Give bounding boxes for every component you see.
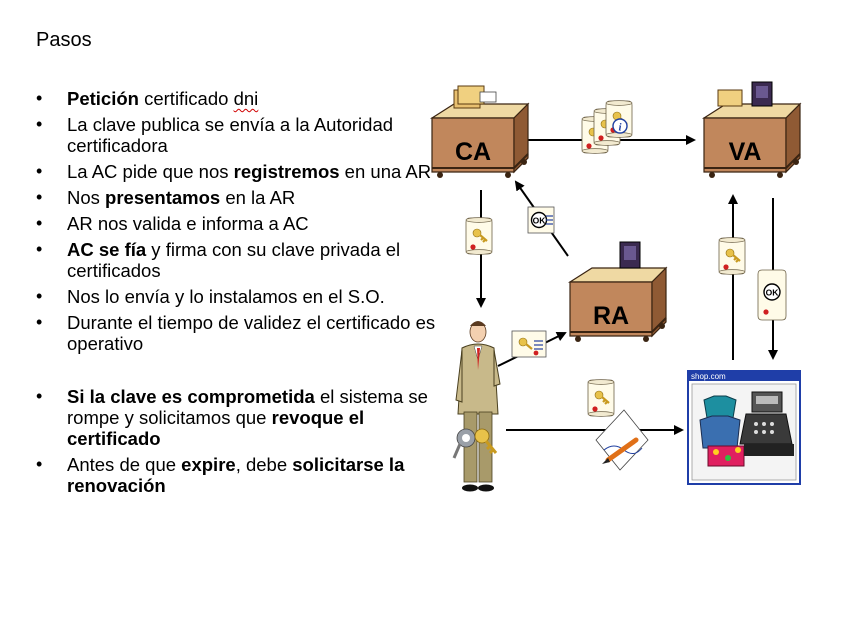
- bullet-text: La clave publica se envía a la Autoridad certificadora: [67, 114, 394, 156]
- user-person-icon: [454, 321, 500, 492]
- bullet-text: registremos: [233, 161, 340, 182]
- ra-label: RA: [592, 302, 630, 330]
- shop-window: [688, 371, 800, 484]
- va-label: VA: [728, 138, 762, 166]
- certificate-scroll-icon: [588, 380, 614, 417]
- bullet-text: expire: [181, 454, 236, 475]
- info-icon: i: [618, 121, 622, 134]
- slide-title: Pasos: [36, 29, 92, 51]
- bullet-text: certificado: [138, 88, 234, 109]
- bullet-text: La AC pide que nos: [67, 161, 234, 182]
- bullet-text: Nos: [67, 187, 106, 208]
- bullet-text: dni: [233, 88, 259, 109]
- ca-label: CA: [454, 138, 492, 166]
- certificate-card-icon: [512, 331, 546, 357]
- certificate-scroll-icon: [719, 238, 745, 275]
- bullet-text: Nos lo envía y lo instalamos en el S.O.: [67, 286, 385, 307]
- ra-desk-icon: [570, 242, 666, 342]
- bullet-text: Durante el tiempo de validez el certificado es operativo: [67, 312, 436, 354]
- bullet-text: AR nos valida e informa a AC: [67, 213, 309, 234]
- bullet-text: el sistema se rompe y solicitamos que: [67, 386, 428, 428]
- bullet-text: AC se fía: [67, 239, 147, 260]
- svg-text:OK: OK: [765, 287, 779, 298]
- bullet-text: , debe: [235, 454, 293, 475]
- ok-validation-icon: [758, 270, 786, 320]
- bullet-text: presentamos: [105, 187, 221, 208]
- pki-diagram: OK CA VA RA i OK shop.com: [0, 0, 841, 630]
- bullet-text: y firma con su clave privada el certificados: [67, 239, 401, 281]
- ok-validation-icon: [528, 207, 554, 233]
- va-desk-icon: [704, 82, 800, 178]
- certificate-scroll-icon: [466, 218, 492, 255]
- signed-document-pen-icon: [596, 410, 648, 470]
- ca-desk-icon: [432, 86, 528, 178]
- bullet-text: revoque el certificado: [67, 407, 365, 449]
- bullet-text: Petición: [67, 88, 139, 109]
- certificate-stack-icon: [582, 101, 632, 154]
- bullet-text: solicitarse la renovación: [67, 454, 405, 496]
- shop-window-title: shop.com: [691, 372, 726, 381]
- bullet-text: en una AR: [339, 161, 432, 182]
- bullet-text: en la AR: [220, 187, 296, 208]
- bullet-text: Si la clave es comprometida: [67, 386, 315, 407]
- bullet-text: Antes de que: [67, 454, 182, 475]
